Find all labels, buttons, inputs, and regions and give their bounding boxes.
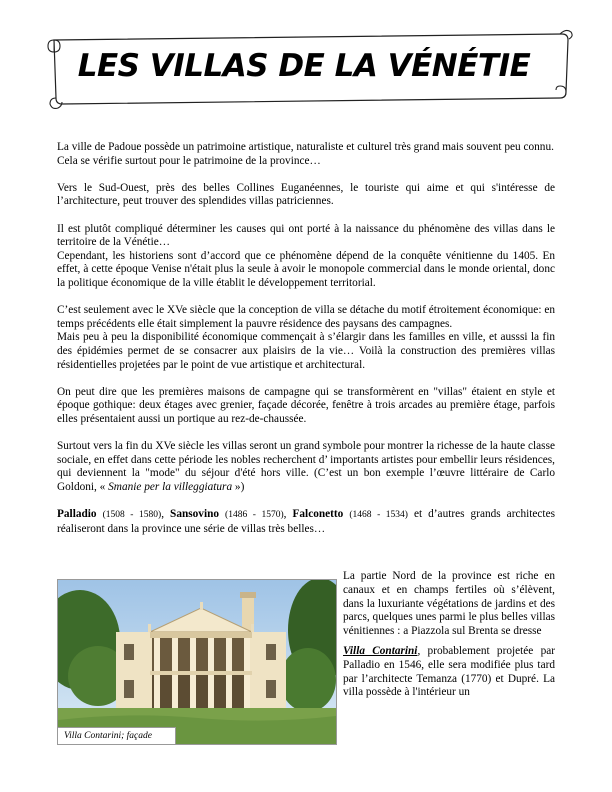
paragraph: Cependant, les historiens sont d’accord que ce phénomène dépend de la conquête vénitienne du 1405. En effet, à cette époque Venise n'était plus la seule à avoir le monopole commercial dans le monde oriental, donc la politique économique de la ville établit le développement territorial. <box>57 249 555 289</box>
villa-contarini-image <box>58 580 336 744</box>
paragraph: Cela se vérifie surtout pour le patrimoine de la province… <box>57 154 321 167</box>
architect-dates: (1486 - 1570) <box>225 510 284 521</box>
paragraph: Surtout vers la fin du XVe siècle les villas seront un grand symbole pour montrer la richesse de la haute classe sociale, en effet dans cette période les nobles recherchent d’ importants artistes pour embellir leurs résidences, qui deviennent la "mode" du séjour d'été hors ville. (C’est un bon exemple l’œuvre littéraire de Carlo Goldoni, « Smanie per la villeggiatura ») <box>57 440 555 493</box>
villa-name: Villa Contarini <box>343 644 418 657</box>
paragraph: Vers le Sud-Ouest, près des belles Collines Euganéennes, le touriste qui aime et qui s'intéresse de l’architecture, peut trouver des splendides villas patriciennes. <box>57 181 555 208</box>
paragraph: Mais peu à peu la disponibilité économique commençait à s’élargir dans les familles en ville, et ausssi la fin des épidémies permet de se consacrer aux plaisirs de la vie… Voilà la construction des premières villas résidentielles projetées par le point de vue artistique et architectural. <box>57 331 555 371</box>
architect-dates: (1508 - 1580) <box>102 510 162 521</box>
architect-name: Falconetto <box>292 508 344 521</box>
paragraph: La ville de Padoue possède un patrimoine artistique, naturaliste et culturel très grand mais souvent peu connu. <box>57 141 554 153</box>
paragraph: Villa Contarini, probablement projetée par Palladio en 1546, elle sera modifiée plus tard par l’architecte Temanza (1770) et Dupré. La villa possède à l'intérieur un <box>343 644 555 699</box>
paragraph: La partie Nord de la province est riche en canaux et en champs fertiles où s’élèvent, dans la luxuriante végétations de jardins et des parcs, quelques unes parmi le plus belles villas vénitiennes : a Piazzola sul Brenta se dresse <box>343 570 555 638</box>
side-column <box>343 570 555 700</box>
photo-caption: Villa Contarini; façade <box>58 727 176 744</box>
architect-name: Palladio <box>57 508 97 521</box>
villa-photo <box>57 579 337 745</box>
title-banner <box>44 28 574 110</box>
page-title: LES VILLAS DE LA VÉNÉTIE <box>77 48 531 84</box>
paragraph: C’est seulement avec le XVe siècle que la conception de villa se détache du motif étroitement économique: en temps précédents elle était simplement la pauvre résidence des paysans des campagnes. <box>57 304 555 330</box>
architect-name: Sansovino <box>170 508 220 521</box>
paragraph: On peut dire que les premières maisons de campagne qui se transformèrent en "villas" étaient en style et époque gothique: deux étages avec grenier, façade décorée, fenêtre à trois arcades au première étage, parfois elles présentaient aussi un portique au rez-de-chaussée. <box>57 385 555 425</box>
architects-paragraph: Palladio (1508 - 1580), Sansovino (1486 - 1570), Falconetto (1468 - 1534) et d’autres grands architectes réaliseront dans la province une série de villas très belles… <box>57 508 555 535</box>
architect-dates: (1468 - 1534) <box>349 510 408 521</box>
book-title: Smanie per la villeggiatura <box>108 480 233 493</box>
paragraph: Il est plutôt compliqué déterminer les causes qui ont porté à la naissance du phénomène des villas dans le territoire de la Vénétie… <box>57 222 555 249</box>
article-body <box>57 141 555 536</box>
